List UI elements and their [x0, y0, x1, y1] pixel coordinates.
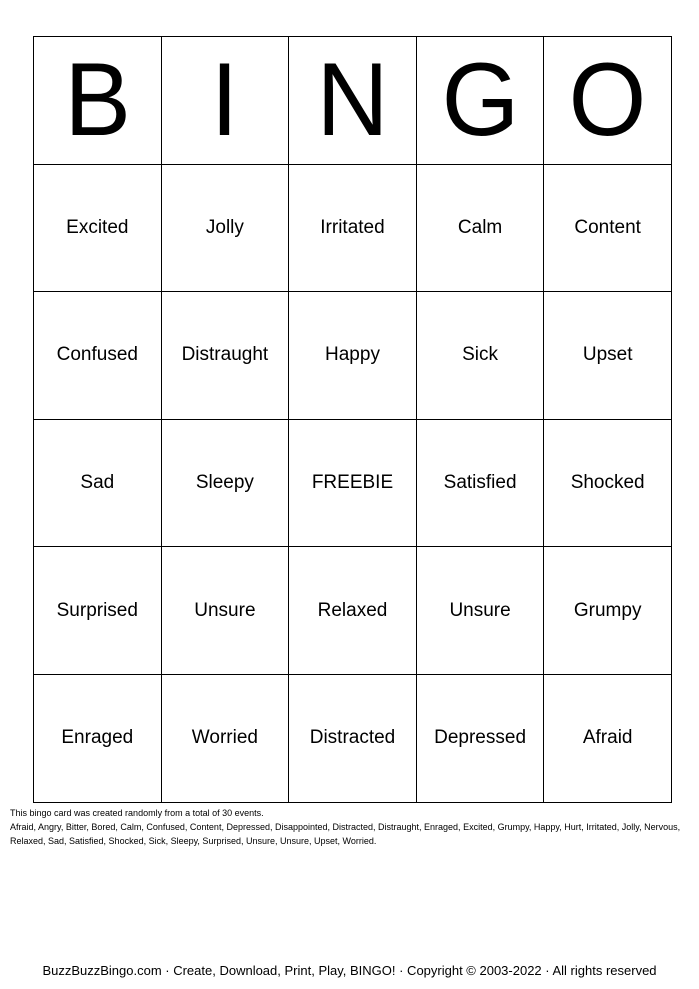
card-cell: Sad [34, 419, 162, 547]
card-cell: Surprised [34, 547, 162, 675]
card-cell: Happy [289, 292, 417, 420]
card-cell: Calm [416, 164, 544, 292]
header-letter-o: O [544, 37, 672, 165]
card-row [34, 419, 672, 547]
card-summary-text: This bingo card was created randomly from a total of 30 events. [10, 808, 264, 818]
card-cell: Enraged [34, 674, 162, 802]
free-space-cell: FREEBIE [289, 419, 417, 547]
card-row [34, 292, 672, 420]
card-cell: Depressed [416, 674, 544, 802]
header-row [34, 37, 672, 165]
card-cell: Distraught [161, 292, 289, 420]
card-info [10, 806, 690, 848]
card-cell: Sleepy [161, 419, 289, 547]
card-cell: Grumpy [544, 547, 672, 675]
card-cell: Worried [161, 674, 289, 802]
header-letter-n: N [289, 37, 417, 165]
header-letter-g: G [416, 37, 544, 165]
card-cell: Shocked [544, 419, 672, 547]
card-row [34, 547, 672, 675]
card-cell: Jolly [161, 164, 289, 292]
card-cell: Distracted [289, 674, 417, 802]
card-cell: Relaxed [289, 547, 417, 675]
card-cell: Upset [544, 292, 672, 420]
card-row [34, 674, 672, 802]
card-cell: Content [544, 164, 672, 292]
card-cell: Confused [34, 292, 162, 420]
bingo-card [33, 36, 672, 803]
card-cell: Irritated [289, 164, 417, 292]
card-cell: Satisfied [416, 419, 544, 547]
card-row [34, 164, 672, 292]
event-list-text: Afraid, Angry, Bitter, Bored, Calm, Confused, Content, Depressed, Disappointed, Distracted, Distraught, Enraged, Excited, Grumpy, Happy, Hurt, Irritated, Jolly, Nervous, Relaxed, Sad, Satisfied, Shocked, Sick, Sleepy, Surprised, Unsure, Unsure, Upset, Worried. [10, 822, 681, 846]
card-cell: Unsure [416, 547, 544, 675]
card-cell: Excited [34, 164, 162, 292]
header-letter-i: I [161, 37, 289, 165]
card-cell: Sick [416, 292, 544, 420]
header-letter-b: B [34, 37, 162, 165]
card-cell: Afraid [544, 674, 672, 802]
footer-text: BuzzBuzzBingo.com · Create, Download, Print, Play, BINGO! · Copyright © 2003-2022 · All rights reserved [42, 963, 657, 978]
card-cell: Unsure [161, 547, 289, 675]
